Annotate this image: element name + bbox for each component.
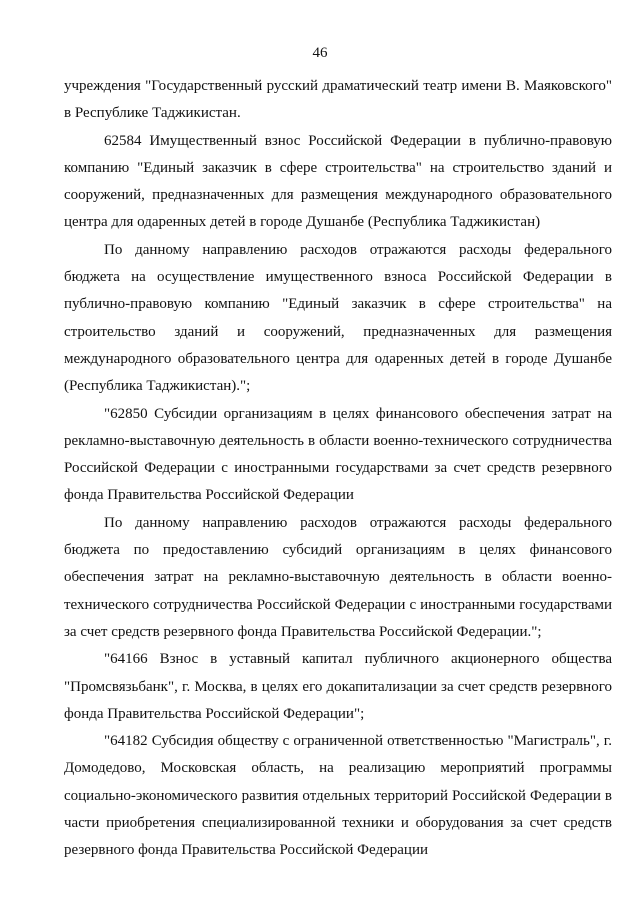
page-number: 46 bbox=[312, 45, 328, 61]
paragraph-62584-title: 62584 Имущественный взнос Российской Федерации в публично-правовую компанию "Единый заказчик в сфере строительства" на строительство зданий и сооружений, предназначенных для размещения международного образовательного центра для одаренных детей в городе Душанбе (Республика Таджикистан) bbox=[64, 132, 612, 231]
paragraph-62584-description: По данному направлению расходов отражаются расходы федерального бюджета на осуществление имущественного взноса Российской Федерации в публично-правовую компанию "Единый заказчик в сфере строительства" на строительство зданий и сооружений, предназначенных для размещения международного образовательного центра для одаренных детей в городе Душанбе (Республика Таджикистан)."; bbox=[64, 241, 612, 395]
paragraph-continuation: учреждения "Государственный русский драматический театр имени В. Маяковского" в Республике Таджикистан. bbox=[64, 78, 612, 122]
paragraph-64166: "64166 Взнос в уставный капитал публичного акционерного общества "Промсвязьбанк", г. Москва, в целях его докапитализации за счет средств резервного фонда Правительства Российской Федерации"; bbox=[64, 651, 612, 722]
document-body bbox=[64, 73, 612, 865]
paragraph-62850-title: "62850 Субсидии организациям в целях финансового обеспечения затрат на рекламно-выставочную деятельность в области военно-технического сотрудничества Российской Федерации с иностранными государствами за счет средств резервного фонда Правительства Российской Федерации bbox=[64, 405, 612, 504]
paragraph-62850-description: По данному направлению расходов отражаются расходы федерального бюджета по предоставлению субсидий организациям в целях финансового обеспечения затрат на рекламно-выставочную деятельность в области военно-технического сотрудничества Российской Федерации с иностранными государствами за счет средств резервного фонда Правительства Российской Федерации."; bbox=[64, 514, 612, 640]
paragraph-64182: "64182 Субсидия обществу с ограниченной ответственностью "Магистраль", г. Домодедово, Московская область, на реализацию мероприятий программы социально-экономического развития отдельных территорий Российской Федерации в части приобретения специализированной техники и оборудования за счет средств резервного фонда Правительства Российской Федерации bbox=[64, 733, 612, 859]
